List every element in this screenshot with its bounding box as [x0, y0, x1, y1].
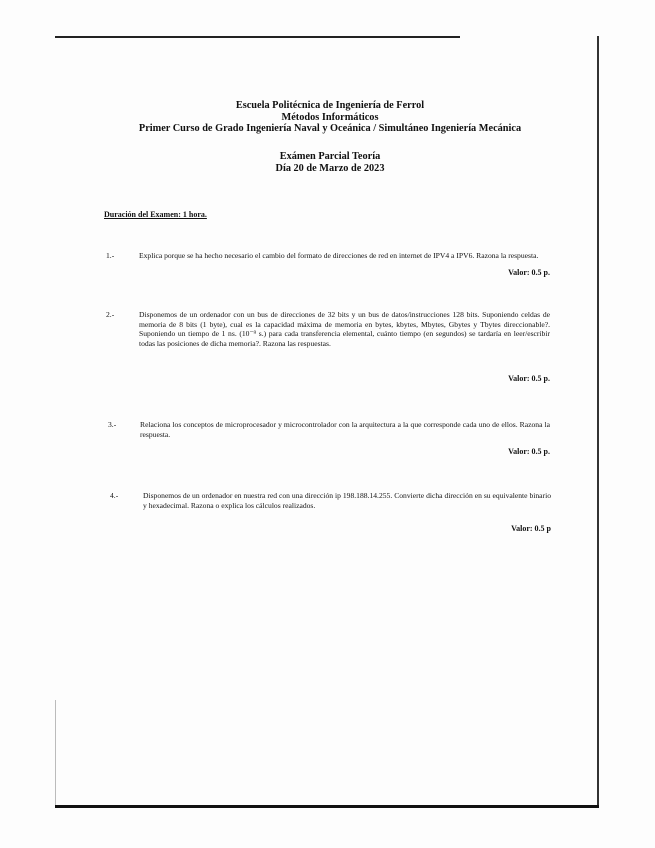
question-number: 2.- — [106, 310, 115, 319]
question-number: 1.- — [106, 251, 115, 260]
question-number: 4.- — [110, 491, 119, 500]
question-1 — [106, 251, 550, 281]
question-3 — [108, 420, 550, 460]
exam-info — [200, 151, 460, 174]
question-text: Relaciona los conceptos de microprocesador y microcontrolador con la arquitectura a la que corresponde cada uno de ellos. Razona la respuesta. — [140, 420, 550, 439]
scan-edge-top — [55, 36, 460, 38]
question-value: Valor: 0.5 p. — [508, 268, 550, 277]
scan-edge-left — [55, 700, 56, 805]
subject-name: Métodos Informáticos — [281, 111, 379, 123]
scan-edge-bottom — [55, 805, 599, 808]
course-name: Primer Curso de Grado Ingeniería Naval y Oceánica / Simultáneo Ingeniería Mecánica — [138, 123, 522, 134]
question-value: Valor: 0.5 p. — [508, 447, 550, 456]
question-text: Disponemos de un ordenador con un bus de direcciones de 32 bits y un bus de datos/instrucciones 128 bits. Suponiendo celdas de memoria de 8 bits (1 byte), cual es la capacidad máxima de memoria en bytes, kbytes, Mbytes, Gbytes y Tbytes direccionable?. Suponiendo un tiempo de 1 ns. (10⁻⁹ s.) para cada transferencia elemental, cuánto tiempo (en segundos) se tardaría en leer/escribir todas las posiciones de dicha memoria?. Razona las respuestas. — [139, 310, 550, 348]
school-name: Escuela Politécnica de Ingeniería de Ferrol — [235, 100, 425, 111]
question-4 — [110, 491, 551, 535]
question-number: 3.- — [108, 420, 117, 429]
question-value: Valor: 0.5 p. — [508, 374, 550, 383]
exam-date: Día 20 de Marzo de 2023 — [275, 162, 385, 174]
exam-duration: Duración del Examen: 1 hora. — [104, 210, 207, 219]
question-2 — [106, 310, 550, 388]
exam-type: Exámen Parcial Teoría — [279, 151, 381, 162]
scan-edge-right — [597, 36, 599, 806]
question-text: Explica porque se ha hecho necesario el cambio del formato de direcciones de red en internet de IPV4 a IPV6. Razona la respuesta. — [139, 251, 539, 260]
question-text: Disponemos de un ordenador en nuestra red con una dirección ip 198.188.14.255. Convierte dicha dirección en su equivalente binario y hexadecimal. Razona o explica los cálculos realizados. — [143, 491, 551, 510]
question-value: Valor: 0.5 p — [511, 524, 551, 533]
exam-header — [100, 100, 560, 135]
